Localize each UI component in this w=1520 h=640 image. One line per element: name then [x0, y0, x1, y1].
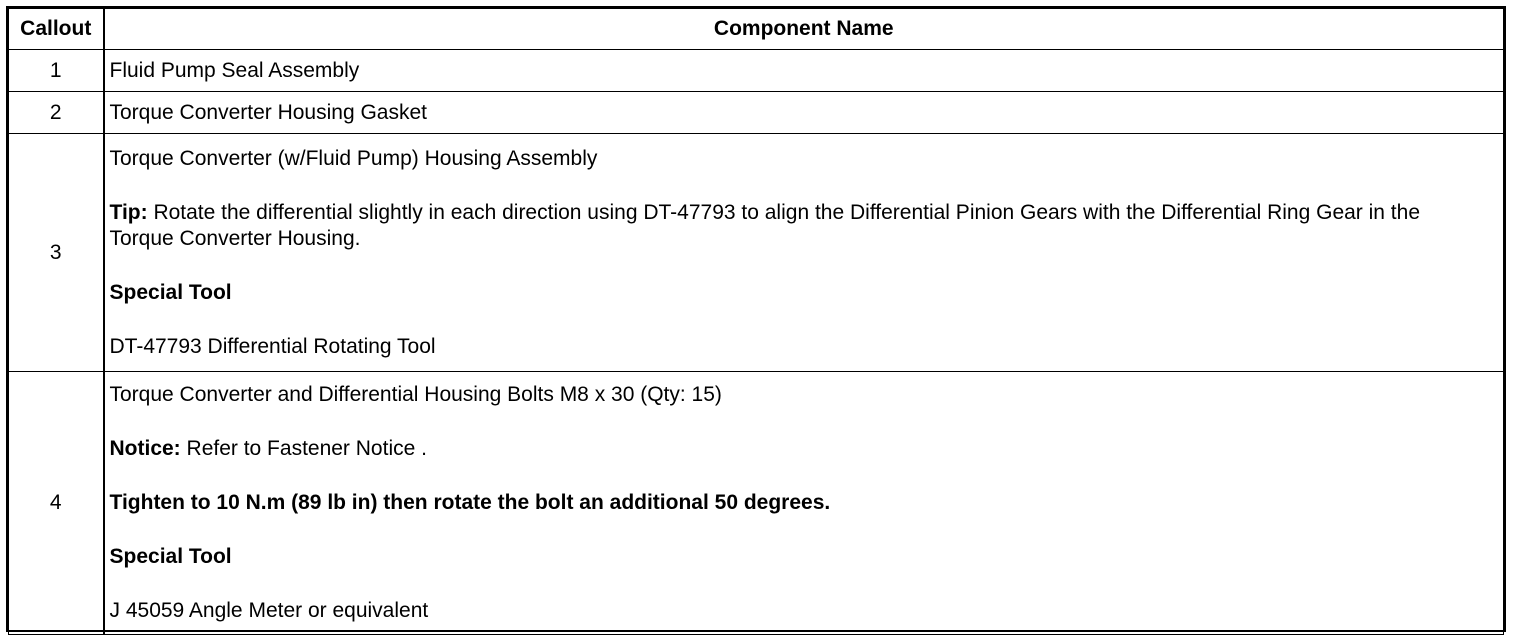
component-name: Fluid Pump Seal Assembly	[104, 50, 1504, 92]
callout-column-header: Callout	[9, 9, 104, 50]
notice-label: Notice:	[109, 437, 181, 460]
table-row	[9, 372, 1504, 635]
component-name: Torque Converter Housing Gasket	[104, 92, 1504, 134]
special-tool-name: DT-47793 Differential Rotating Tool	[109, 334, 436, 358]
tip-paragraph	[110, 200, 1488, 252]
callout-number: 1	[9, 50, 104, 92]
callout-number: 4	[9, 372, 104, 635]
component-name: Torque Converter and Differential Housing Bolts M8 x 30 (Qty: 15)	[109, 383, 722, 406]
component-details	[104, 134, 1504, 372]
torque-spec: Tighten to 10 N.m (89 lb in) then rotate the bolt an additional 50 degrees.	[109, 491, 831, 514]
callout-number: 3	[9, 134, 104, 372]
table-row	[9, 50, 1504, 92]
tip-label: Tip:	[109, 200, 148, 224]
special-tool-heading: Special Tool	[109, 280, 232, 304]
component-table-frame	[6, 6, 1506, 632]
table-row	[9, 92, 1504, 134]
special-tool-name: J 45059 Angle Meter or equivalent	[109, 599, 429, 622]
tip-text: Rotate the differential slightly in each direction using DT-47793 to align the Differential Pinion Gears with the Differential Ring Gear in the Torque Converter Housing.	[109, 200, 1420, 250]
component-name-column-header: Component Name	[104, 9, 1504, 50]
component-name: Torque Converter (w/Fluid Pump) Housing Assembly	[109, 146, 598, 170]
table-row	[9, 134, 1504, 372]
component-table	[8, 8, 1504, 635]
table-header-row	[9, 9, 1504, 50]
notice-text: Refer to Fastener Notice .	[180, 437, 427, 460]
notice-paragraph	[110, 436, 1488, 462]
component-details	[104, 372, 1504, 635]
callout-number: 2	[9, 92, 104, 134]
special-tool-heading: Special Tool	[109, 545, 232, 568]
